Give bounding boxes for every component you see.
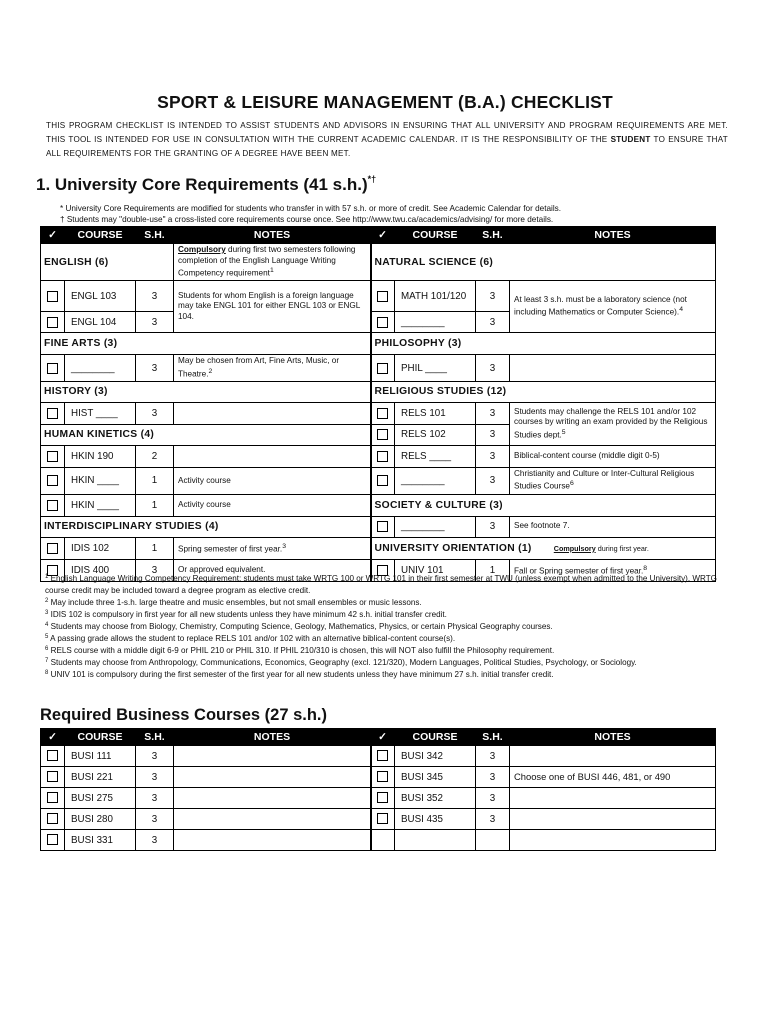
category-society-culture: SOCIETY & CULTURE (3) <box>371 494 716 516</box>
course-cell: ENGL 104 <box>65 312 136 333</box>
note-cell <box>510 355 716 382</box>
checkbox[interactable] <box>47 771 58 782</box>
course-cell: BUSI 275 <box>65 788 136 809</box>
course-cell: IDIS 102 <box>65 537 136 559</box>
natural-science-note-text: At least 3 s.h. must be a laboratory science (not including Mathematics or Computer Science). <box>514 294 687 318</box>
footnote-ref: 2 <box>208 367 213 375</box>
note-cell: Biblical-content course (middle digit 0-5) <box>510 445 716 467</box>
table-row <box>41 445 716 467</box>
table-header-row <box>41 729 716 746</box>
footnote <box>45 633 735 645</box>
course-cell: BUSI 342 <box>395 746 476 767</box>
checkbox-cell <box>41 537 65 559</box>
checkbox[interactable] <box>377 750 388 761</box>
table-row <box>41 333 716 355</box>
checkbox-cell <box>371 809 395 830</box>
checkbox[interactable] <box>47 291 58 302</box>
course-cell <box>395 830 476 851</box>
course-cell: HKIN ____ <box>65 494 136 516</box>
religious-studies-shared-note <box>510 402 716 445</box>
category-natural-science: NATURAL SCIENCE (6) <box>371 244 716 281</box>
compulsory-label: Compulsory <box>178 245 226 254</box>
footnote-ref: 3 <box>282 542 287 550</box>
sh-cell: 3 <box>136 788 174 809</box>
footnote <box>45 621 735 633</box>
footnote-number: 5 <box>45 634 49 640</box>
notes-header: NOTES <box>510 227 716 244</box>
checkbox[interactable] <box>47 500 58 511</box>
check-header: ✓ <box>371 729 395 746</box>
sh-cell: 3 <box>476 809 510 830</box>
course-cell: HKIN 190 <box>65 445 136 467</box>
checkbox[interactable] <box>377 792 388 803</box>
course-cell: BUSI 221 <box>65 767 136 788</box>
course-cell: BUSI 352 <box>395 788 476 809</box>
category-philosophy: PHILOSOPHY (3) <box>371 333 716 355</box>
sh-cell: 2 <box>136 445 174 467</box>
sh-cell: 3 <box>476 424 510 445</box>
table-header-row <box>41 227 716 244</box>
sh-header: S.H. <box>136 227 174 244</box>
checkbox[interactable] <box>47 792 58 803</box>
checkbox-cell <box>371 424 395 445</box>
section-heading-core <box>36 175 376 195</box>
course-header: COURSE <box>65 729 136 746</box>
course-cell: BUSI 435 <box>395 809 476 830</box>
footnote-text: Students may choose from Anthropology, Communications, Economics, Geography (excl. 121/320), Modern Languages, Political Studies, Psychology, or Sociology. <box>50 658 637 667</box>
footnote-number: 7 <box>45 658 49 664</box>
sh-cell: 3 <box>476 516 510 537</box>
sh-cell: 3 <box>476 767 510 788</box>
notes-header: NOTES <box>174 227 371 244</box>
university-orientation-label: UNIVERSITY ORIENTATION (1) <box>374 542 532 554</box>
checkbox-cell <box>371 281 395 312</box>
note-cell: Activity course <box>174 494 371 516</box>
table-row <box>41 830 716 851</box>
note-cell <box>510 830 716 851</box>
note-cell <box>174 767 371 788</box>
sh-cell: 3 <box>136 830 174 851</box>
note-cell <box>510 809 716 830</box>
table-row <box>41 537 716 559</box>
core-notes <box>60 203 561 225</box>
checkbox-cell <box>371 312 395 333</box>
checkbox[interactable] <box>47 750 58 761</box>
note-cell <box>174 537 371 559</box>
table-row <box>41 809 716 830</box>
footnote-text: UNIV 101 is compulsory during the first semester of the first year for all new students unless they have minimum 27 s.h. initial transfer credit. <box>50 670 554 679</box>
footnote-ref: 6 <box>569 480 574 488</box>
footnote <box>45 657 735 669</box>
footnote <box>45 597 735 609</box>
category-interdisciplinary: INTERDISCIPLINARY STUDIES (4) <box>41 516 371 537</box>
checkbox-cell <box>41 402 65 424</box>
note-cell <box>174 788 371 809</box>
checkbox[interactable] <box>377 451 388 462</box>
intro-text-start: THIS PROGRAM CHECKLIST IS INTENDED TO ASSIST STUDENTS AND ADVISORS IN ENSURING THAT ALL UNIVERSITY AND PROGRAM REQUIREMENTS ARE MET. THIS TOOL IS INTENDED FOR USE IN CONSULTATION WITH THE CURRENT ACADEMIC CALENDAR. IT IS THE RESPONSIBILITY OF THE <box>46 121 728 144</box>
sh-cell: 3 <box>136 767 174 788</box>
course-cell: ________ <box>65 355 136 382</box>
note-text: Fall or Spring semester of first year. <box>514 566 644 576</box>
core-requirements-table <box>40 226 716 582</box>
sh-cell: 3 <box>136 355 174 382</box>
course-cell: PHIL ____ <box>395 355 476 382</box>
checkbox[interactable] <box>47 834 58 845</box>
footnote <box>45 645 735 657</box>
course-cell: BUSI 111 <box>65 746 136 767</box>
course-cell: RELS 102 <box>395 424 476 445</box>
course-cell: IDIS 400 <box>65 559 136 581</box>
checkbox[interactable] <box>47 317 58 328</box>
course-cell: RELS ____ <box>395 445 476 467</box>
footnote-text: IDIS 102 is compulsory in first year for all new students unless they have minimum 42 s.h. initial transfer credit. <box>50 610 447 619</box>
checkbox-cell <box>371 767 395 788</box>
footnote-text: A passing grade allows the student to replace RELS 101 and/or 102 with an alternative biblical-content course(s). <box>50 634 456 643</box>
table-row <box>41 281 716 312</box>
sh-cell: 3 <box>476 746 510 767</box>
checkbox-cell <box>41 355 65 382</box>
table-row <box>41 355 716 382</box>
footnote-number: 8 <box>45 670 49 676</box>
checkbox-cell <box>371 830 395 851</box>
core-note-1: * University Core Requirements are modified for students who transfer in with 57 s.h. or more of credit. See Academic Calendar for details. <box>60 204 562 213</box>
sh-cell: 3 <box>136 559 174 581</box>
course-cell: HIST ____ <box>65 402 136 424</box>
note-cell <box>174 402 371 424</box>
checkbox-cell <box>41 445 65 467</box>
checkbox-cell <box>371 445 395 467</box>
checkbox[interactable] <box>47 451 58 462</box>
checkbox-cell <box>371 402 395 424</box>
sh-cell: 3 <box>136 281 174 312</box>
checkbox[interactable] <box>47 813 58 824</box>
checkbox[interactable] <box>377 521 388 532</box>
note-cell <box>510 746 716 767</box>
footnote-number: 2 <box>45 598 49 604</box>
checkbox[interactable] <box>377 291 388 302</box>
course-cell: HKIN ____ <box>65 467 136 494</box>
course-cell: ________ <box>395 516 476 537</box>
course-cell: ________ <box>395 467 476 494</box>
checkbox[interactable] <box>47 543 58 554</box>
religious-studies-note-text: Students may challenge the RELS 101 and/or 102 courses by writing an exam provided by the Religious Studies dept. <box>514 406 708 440</box>
section-heading-core-text: 1. University Core Requirements (41 s.h.) <box>36 175 368 194</box>
english-shared-note: Students for whom English is a foreign language may take ENGL 101 for either ENGL 103 or ENGL 104. <box>174 281 371 333</box>
intro-text-bold: STUDENT <box>610 135 651 144</box>
note-cell: Activity course <box>174 467 371 494</box>
footnotes <box>45 573 735 681</box>
sh-cell: 3 <box>136 809 174 830</box>
note-text: Spring semester of first year. <box>178 544 283 554</box>
footnote <box>45 609 735 621</box>
footnote-number: 4 <box>45 622 49 628</box>
table-row <box>41 516 716 537</box>
table-row <box>41 467 716 494</box>
footnote-ref: 4 <box>679 306 683 314</box>
sh-cell: 3 <box>476 312 510 333</box>
table-row <box>41 381 716 402</box>
course-header: COURSE <box>395 729 476 746</box>
sh-cell: 1 <box>136 494 174 516</box>
note-cell <box>174 809 371 830</box>
checkbox[interactable] <box>377 363 388 374</box>
sh-cell: 3 <box>136 746 174 767</box>
footnote-number: 1 <box>45 574 49 580</box>
checkbox[interactable] <box>377 408 388 419</box>
checkbox-cell <box>371 746 395 767</box>
section-heading-business: Required Business Courses (27 s.h.) <box>40 706 328 724</box>
footnote <box>45 669 735 681</box>
footnote-ref: 5 <box>561 428 566 436</box>
category-fine-arts: FINE ARTS (3) <box>41 333 371 355</box>
footnote <box>45 573 735 597</box>
footnote-text: English Language Writing Competency Requirement: students must take WRTG 100 or WRTG 101 in their first semester at TWU (unless exempt when admitted to the University). WRTG course credit may be included toward a degree program as elective credit. <box>45 574 717 595</box>
table-row <box>41 767 716 788</box>
course-cell: MATH 101/120 <box>395 281 476 312</box>
footnote-number: 6 <box>45 646 49 652</box>
note-cell <box>174 746 371 767</box>
core-note-2: † Students may "double-use" a cross-listed core requirements course once. See http://www.twu.ca/academics/advising/ for more details. <box>60 215 554 224</box>
sh-cell: 3 <box>476 281 510 312</box>
sh-cell: 1 <box>136 467 174 494</box>
intro-paragraph <box>46 119 728 161</box>
compulsory-label: Compulsory <box>553 543 596 553</box>
checkbox-cell <box>41 494 65 516</box>
checkbox-cell <box>41 767 65 788</box>
sh-cell: 3 <box>476 355 510 382</box>
note-cell <box>174 445 371 467</box>
course-header: COURSE <box>65 227 136 244</box>
sh-header: S.H. <box>476 227 510 244</box>
checkbox-cell <box>41 809 65 830</box>
natural-science-shared-note <box>510 281 716 333</box>
category-university-orientation <box>371 537 716 559</box>
checkbox-cell <box>41 830 65 851</box>
checkbox-cell <box>371 516 395 537</box>
notes-header: NOTES <box>174 729 371 746</box>
note-cell: Choose one of BUSI 446, 481, or 490 <box>510 767 716 788</box>
sh-cell: 3 <box>136 312 174 333</box>
footnote-ref: 1 <box>269 267 274 274</box>
checkbox-cell <box>41 312 65 333</box>
intro-text-end: TO ENSURE THAT ALL REQUIREMENTS FOR THE GRANTING OF A DEGREE HAVE BEEN MET. <box>46 135 728 158</box>
check-header: ✓ <box>371 227 395 244</box>
course-cell: UNIV 101 <box>395 559 476 581</box>
checkbox[interactable] <box>377 317 388 328</box>
table-row <box>41 788 716 809</box>
note-cell: See footnote 7. <box>510 516 716 537</box>
sh-cell: 3 <box>476 788 510 809</box>
category-history: HISTORY (3) <box>41 381 371 402</box>
checkbox-cell <box>41 746 65 767</box>
checkbox-cell <box>371 467 395 494</box>
checkbox[interactable] <box>377 475 388 486</box>
footnote-text: RELS course with a middle digit 6-9 or PHIL 210 or PHIL 310. If PHIL 210/310 is chosen, this will NOT also fulfill the Philosophy requirement. <box>50 646 555 655</box>
sh-cell <box>476 830 510 851</box>
course-cell: BUSI 345 <box>395 767 476 788</box>
sh-header: S.H. <box>476 729 510 746</box>
note-cell <box>174 830 371 851</box>
check-header: ✓ <box>41 729 65 746</box>
section-heading-core-marks: *† <box>367 174 377 184</box>
course-cell: ________ <box>395 312 476 333</box>
checkbox[interactable] <box>377 813 388 824</box>
business-courses-table <box>40 728 716 851</box>
footnote-text: Students may choose from Biology, Chemistry, Computing Science, Geology, Mathematics, Physics, or certain Physical Geography courses. <box>50 622 553 631</box>
footnote-number: 3 <box>45 610 49 616</box>
category-english: ENGLISH (6) <box>41 244 174 281</box>
checkbox-cell <box>371 788 395 809</box>
checkbox[interactable] <box>377 771 388 782</box>
check-header: ✓ <box>41 227 65 244</box>
note-cell <box>174 355 371 382</box>
note-cell <box>510 467 716 494</box>
table-row <box>41 244 716 281</box>
checkbox[interactable] <box>47 408 58 419</box>
checkbox[interactable] <box>377 429 388 440</box>
sh-cell: 1 <box>476 559 510 581</box>
university-orientation-inline-note <box>554 544 649 553</box>
sh-cell: 3 <box>476 467 510 494</box>
category-religious-studies: RELIGIOUS STUDIES (12) <box>371 381 716 402</box>
checkbox-cell <box>371 355 395 382</box>
inline-note-text: during first year. <box>595 543 649 553</box>
english-note-text: during first two semesters following completion of the English Language Writing Competency requirement <box>178 245 356 278</box>
category-human-kinetics: HUMAN KINETICS (4) <box>41 424 371 445</box>
checkbox[interactable] <box>47 475 58 486</box>
checkbox[interactable] <box>47 363 58 374</box>
sh-cell: 3 <box>476 402 510 424</box>
course-cell: RELS 101 <box>395 402 476 424</box>
sh-header: S.H. <box>136 729 174 746</box>
course-cell: ENGL 103 <box>65 281 136 312</box>
checkbox-cell <box>41 788 65 809</box>
note-text: May be chosen from Art, Fine Arts, Music, or Theatre. <box>178 356 340 379</box>
checkbox-cell <box>41 281 65 312</box>
sh-cell: 3 <box>136 402 174 424</box>
course-cell: BUSI 280 <box>65 809 136 830</box>
table-row <box>41 494 716 516</box>
notes-header: NOTES <box>510 729 716 746</box>
footnote-text: May include three 1-s.h. large theatre and music ensembles, but not small ensembles or music lessons. <box>50 598 422 607</box>
note-cell: Or approved equivalent. <box>174 559 371 581</box>
sh-cell: 1 <box>136 537 174 559</box>
page-title: SPORT & LEISURE MANAGEMENT (B.A.) CHECKLIST <box>157 92 613 112</box>
note-cell <box>510 788 716 809</box>
course-header: COURSE <box>395 227 476 244</box>
table-row <box>41 746 716 767</box>
footnote-ref: 8 <box>643 564 648 572</box>
note-text: Christianity and Culture or Inter-Cultural Religious Studies Course <box>514 468 695 492</box>
table-row <box>41 402 716 424</box>
checkbox-cell <box>41 467 65 494</box>
english-note <box>174 244 371 281</box>
course-cell: BUSI 331 <box>65 830 136 851</box>
sh-cell: 3 <box>476 445 510 467</box>
